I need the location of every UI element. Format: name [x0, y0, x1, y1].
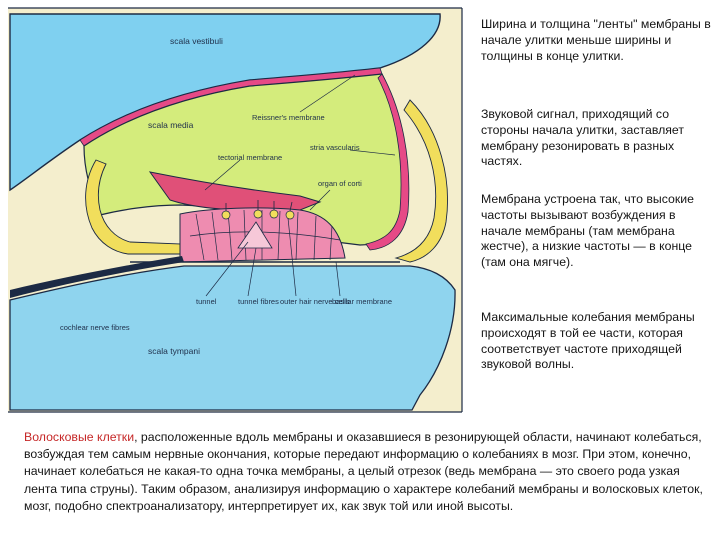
label-outer-hair-nerve-cells: outer hair nerve cells — [280, 297, 350, 306]
label-tunnel-fibres-text: tunnel fibres — [238, 297, 279, 306]
side-paragraph-resonance: Максимальные колебания мембраны происходят в той ее части, которая соответствует частоте приходящей звуковой волны. — [481, 310, 695, 372]
label-stria-vascularis: stria vascularis — [310, 143, 360, 152]
side-paragraph-frequencies: Мембрана устроена так, что высокие частоты вызывают возбуждения в начале мембраны (там мембрана жестче), а низкие частоты — в конце (там она мягче). — [481, 192, 694, 270]
label-basilar-membrane: basilar membrane — [332, 297, 393, 306]
bottom-paragraph — [24, 429, 714, 515]
label-tunnel: tunnel — [196, 297, 217, 306]
label-tectorial-membrane: tectorial membrane — [218, 153, 283, 162]
side-paragraph-width: Ширина и толщина "ленты" мембраны в начале улитки меньше ширины и толщины в конце улитки. — [481, 17, 711, 63]
label-reissners-membrane: Reissner's membrane — [252, 113, 325, 122]
label-scala-media: scala media — [148, 120, 194, 130]
label-scala-vestibuli: scala vestibuli — [170, 36, 223, 46]
bottom-paragraph-text: , расположенные вдоль мембраны и оказавшиеся в резонирующей области, начинают колебаться, возбуждая тем самым нервные окончания, которые передают информацию о колебаниях в мозг. При этом, конечно, начинает колебаться не какая-то одна точка мембраны, а целый отрезок (ведь мембрана — это своего рода узкая лента типа струны). Таким образом, анализируя информацию о характере колебаний мембраны и волосковых клеток, мозг, подобно спектроанализатору, интерпретирует их, как звук той или иной высоты. — [24, 430, 703, 513]
label-tunnel-fibres — [238, 297, 279, 306]
label-organ-of-corti: organ of corti — [318, 179, 362, 188]
label-cochlear-nerve-fibres: cochlear nerve fibres — [60, 323, 130, 332]
scala-tympani-region — [10, 266, 455, 410]
label-scala-tympani: scala tympani — [148, 346, 200, 356]
hair-cells-highlight: Волосковые клетки — [24, 430, 135, 444]
side-paragraph-signal: Звуковой сигнал, приходящий со стороны начала улитки, заставляет мембрану резонировать в разных частях. — [481, 107, 684, 169]
